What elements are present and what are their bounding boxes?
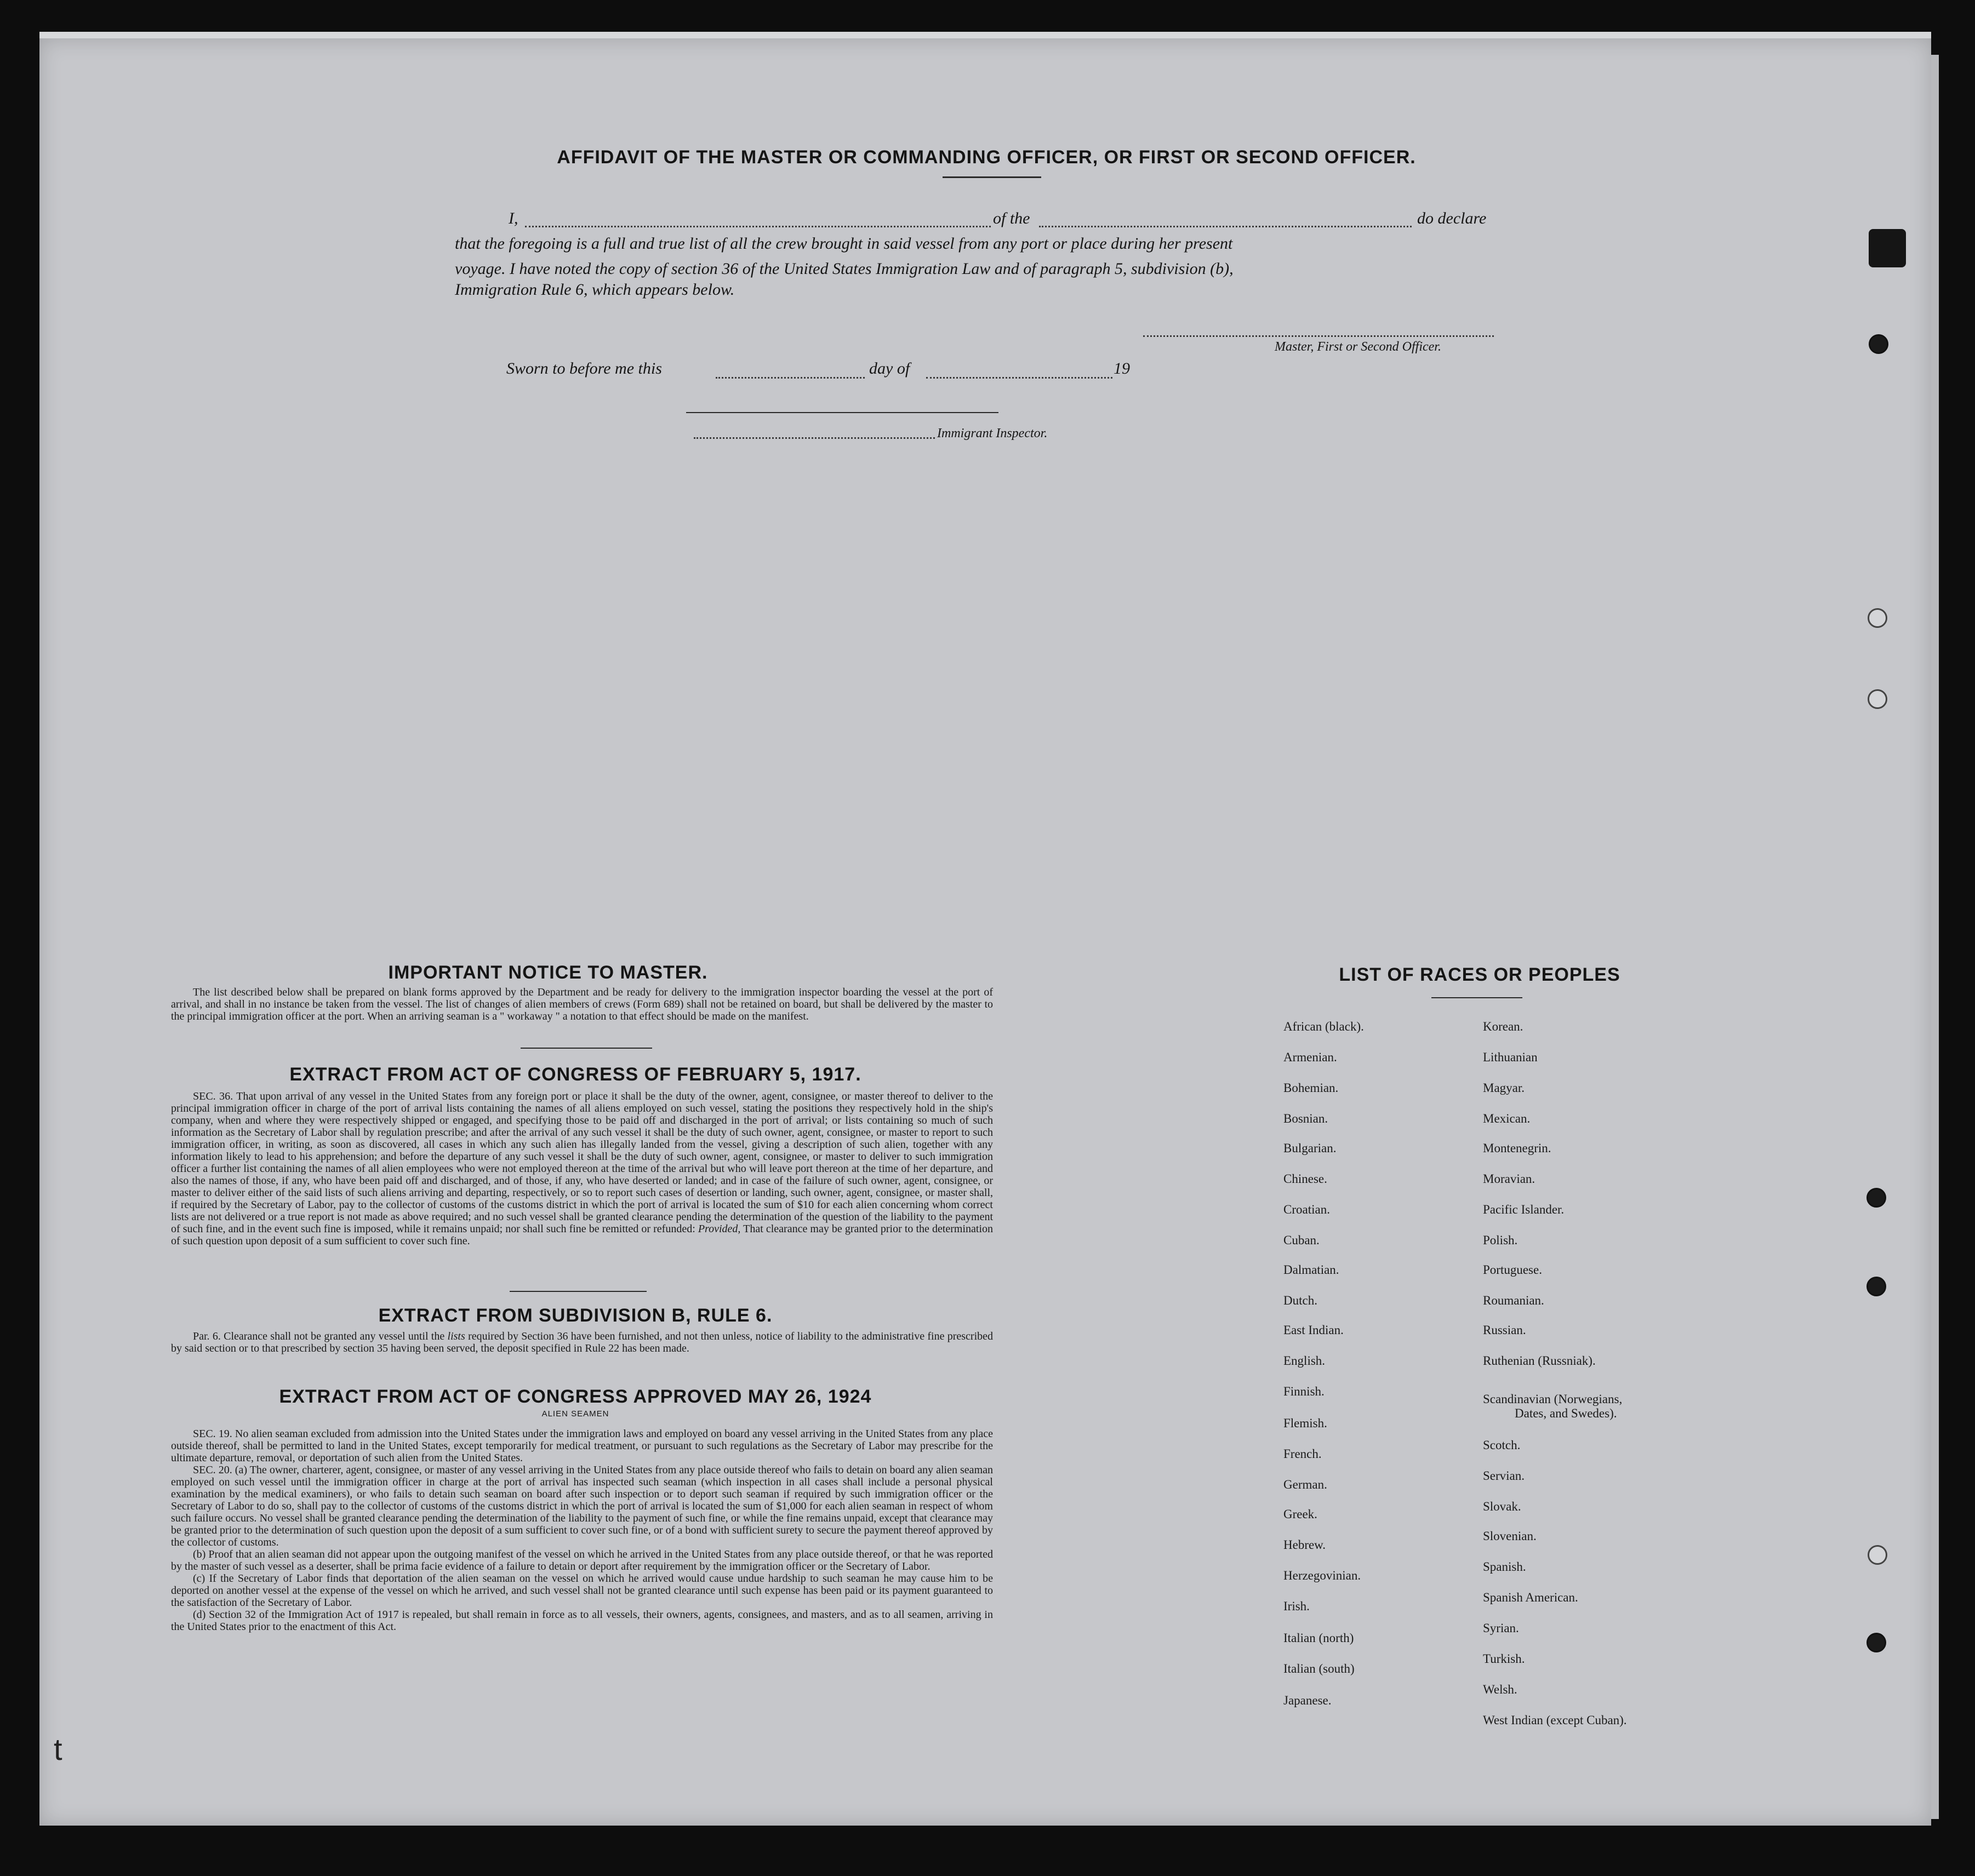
- extract-rule6-text-a: Par. 6. Clearance shall not be granted any vessel until the: [193, 1330, 445, 1342]
- race-left-item: Chinese.: [1283, 1172, 1327, 1186]
- binder-hole: [1868, 1545, 1887, 1565]
- race-left-item: Finnish.: [1283, 1385, 1325, 1398]
- race-left-item: Cuban.: [1283, 1233, 1320, 1247]
- extract-1924-sec19: SEC. 19. No alien seaman excluded from admission into the United States under the immigration laws and employed on board any vessel arriving in the United States from any place outside thereof, shall be permitted to land in the United States, except temporarily for medical treatment, or pursuant to such regulations as the Secretary of Labor may prescribe for the ultimate departure, removal, or deportation of such alien from the United States.: [171, 1428, 993, 1464]
- declaration-line-2: that the foregoing is a full and true list of all the crew brought in said vessel from any port or place during her present: [455, 234, 1233, 253]
- race-left-item: Hebrew.: [1283, 1538, 1326, 1552]
- race-left-item: Japanese.: [1283, 1694, 1332, 1707]
- extract-1924-body: [171, 1428, 993, 1633]
- race-right-item: Dates, and Swedes).: [1515, 1406, 1617, 1420]
- extract-1924-subtitle: ALIEN SEAMEN: [541, 1409, 609, 1419]
- declaration-of-the: of the: [993, 209, 1030, 227]
- sworn-year: 19: [1114, 359, 1130, 378]
- declaration-line-3: voyage. I have noted the copy of section 36 of the United States Immigration Law and of paragraph 5, subdivision (b),: [455, 260, 1234, 278]
- race-right-item: Polish.: [1483, 1233, 1518, 1247]
- extract-1924-sec20d: (d) Section 32 of the Immigration Act of 1917 is repealed, but shall remain in force as to all vessels, their owners, agents, consignees, and masters, and as to all seamen, arriving in the United States prior to the enactment of this Act.: [171, 1609, 993, 1633]
- race-right-item: Lithuanian: [1483, 1050, 1538, 1064]
- notice-body: The list described below shall be prepared on blank forms approved by the Department and be ready for delivery to the immigration inspector boarding the vessel at the port of arrival, and shall in no instance be taken from the vessel. The list of changes of alien members of crews (Form 689) shall not be retained on board, but shall be delivered by the master to the principal immigration officer at the port. When an arriving seaman is a " workaway " a notation to that effect should be made on the manifest.: [171, 986, 993, 1022]
- race-right-item: Ruthenian (Russniak).: [1483, 1354, 1596, 1368]
- race-right-item: Servian.: [1483, 1469, 1525, 1483]
- race-right-item: Montenegrin.: [1483, 1141, 1551, 1155]
- race-right-item: Turkish.: [1483, 1652, 1525, 1666]
- officer-signature-caption: Master, First or Second Officer.: [1275, 340, 1441, 354]
- binder-hole: [1868, 689, 1887, 709]
- extract-1924-sec20b: (b) Proof that an alien seaman did not appear upon the outgoing manifest of the vessel on which he arrived in the United States from any place outside thereof, or that he was reported by the master of such vessel as a deserter, shall be prima facie evidence of a failure to detain or deport after requirement by the immigration officer or the Secretary of Labor.: [171, 1548, 993, 1572]
- race-left-item: Flemish.: [1283, 1416, 1327, 1430]
- extract-rule6-lists-word: lists: [447, 1330, 465, 1342]
- binder-clip: [1869, 229, 1906, 267]
- extract-rule6-title: EXTRACT FROM SUBDIVISION B, RULE 6.: [378, 1305, 773, 1326]
- race-right-item: Welsh.: [1483, 1683, 1517, 1696]
- race-left-item: Greek.: [1283, 1507, 1317, 1521]
- races-title: LIST OF RACES OR PEOPLES: [1339, 964, 1620, 985]
- race-right-item: Moravian.: [1483, 1172, 1536, 1186]
- declaration-line-4: Immigration Rule 6, which appears below.: [455, 281, 735, 299]
- extract-1917-proviso-word: Provided,: [698, 1223, 741, 1235]
- race-left-item: Italian (south): [1283, 1662, 1355, 1675]
- extract-1917-title: EXTRACT FROM ACT OF CONGRESS OF FEBRUARY 5, 1917.: [289, 1064, 861, 1085]
- race-right-item: West Indian (except Cuban).: [1483, 1713, 1627, 1727]
- race-left-item: Irish.: [1283, 1599, 1310, 1613]
- race-right-item: Spanish American.: [1483, 1591, 1578, 1604]
- race-right-item: Magyar.: [1483, 1081, 1525, 1095]
- race-right-item: Mexican.: [1483, 1112, 1531, 1125]
- race-left-item: Dalmatian.: [1283, 1263, 1339, 1277]
- race-right-item: Portuguese.: [1483, 1263, 1542, 1277]
- race-left-item: French.: [1283, 1447, 1322, 1461]
- race-left-item: Bohemian.: [1283, 1081, 1339, 1095]
- extract-1924-sec20a: SEC. 20. (a) The owner, charterer, agent, consignee, or master of any vessel arriving in the United States from any place outside thereof who fails to detain on board any alien seaman employed on such vessel until the immigration officer in charge at the port of arrival has inspected such seaman (which inspection in all cases shall include a personal physical examination by the medical examiners), or who fails to detain such seaman on board after such inspection or to deport such seaman if required by such immigration officer or the Secretary of Labor to do so, shall pay to the collector of customs of the customs district in which the port of arrival is located the sum of $1,000 for each alien seaman in respect of whom such failure occurs. No vessel shall be granted clearance pending the determination of the liability to the payment of such fine, or while the fine remains unpaid, except that clearance may be granted prior to the determination of such question upon the deposit of a sum sufficient to cover such fine, or of a bond with sufficient surety to secure the payment thereof approved by the collector of customs.: [171, 1464, 993, 1548]
- declaration-do-declare: do declare: [1417, 209, 1487, 227]
- race-left-item: Bulgarian.: [1283, 1141, 1337, 1155]
- extract-rule6-text-b: required by Section 36 have been furnished, and not then unless, notice of liability to the administrative fine prescribed by said section or to that prescribed by section 35 having been served, the deposit specified in Rule 22 has been made.: [171, 1330, 994, 1354]
- race-left-item: Bosnian.: [1283, 1112, 1328, 1125]
- race-left-item: East Indian.: [1283, 1323, 1344, 1337]
- margin-handwritten-mark: t: [54, 1732, 62, 1766]
- race-right-item: Russian.: [1483, 1323, 1526, 1337]
- sworn-prefix: Sworn to before me this: [506, 359, 662, 378]
- sworn-day: day of: [869, 359, 910, 378]
- race-right-item: Roumanian.: [1483, 1294, 1544, 1307]
- notice-title: IMPORTANT NOTICE TO MASTER.: [388, 962, 708, 983]
- binder-hole: [1866, 1633, 1886, 1652]
- binder-hole: [1866, 1277, 1886, 1296]
- race-right-item: Scotch.: [1483, 1438, 1521, 1452]
- race-left-item: German.: [1283, 1478, 1327, 1491]
- binder-hole: [1866, 1188, 1886, 1208]
- race-left-item: African (black).: [1283, 1020, 1364, 1033]
- race-right-item: Slovak.: [1483, 1500, 1521, 1513]
- race-right-item: Pacific Islander.: [1483, 1203, 1565, 1216]
- race-right-item: Slovenian.: [1483, 1529, 1537, 1543]
- race-right-item: Syrian.: [1483, 1621, 1519, 1635]
- race-left-item: English.: [1283, 1354, 1326, 1368]
- race-left-item: Armenian.: [1283, 1050, 1337, 1064]
- race-left-item: Italian (north): [1283, 1631, 1354, 1645]
- race-right-item: Scandinavian (Norwegians,: [1483, 1392, 1623, 1406]
- extract-1917-text: SEC. 36. That upon arrival of any vessel in the United States from any foreign port or place it shall be the duty of the owner, agent, consignee, or master thereof to deliver to the principal immigration officer in charge of the port of arrival lists containing the names of all aliens employed on such vessel, stating the positions they respectively hold in the ship's company, when and where they were respectively shipped or engaged, and specifying those to be paid off and discharged in the port of arrival; or lists containing so much of such information as the Secretary of Labor shall by regulation prescribe; and after the arrival of any such vessel it shall be the duty of such owner, agent, consignee, or master to report to such immigration officer, in writing, as soon as discovered, all cases in which any such alien has illegally landed from the vessel, giving a description of such alien, together with any information likely to lead to his apprehension; and before the departure of any such vessel it shall be the duty of such owner, agent, consignee, or master to deliver to such immigration officer a further list containing the names of all alien employees who were not employed thereon at the time of the arrival but who will leave port thereon at the time of her departure, and also the names of those, if any, who have been paid off and discharged, and of those, if any, who have deserted or landed; and in case of the failure of such owner, agent, consignee, or master to deliver either of the said lists of such aliens arriving and departing, respectively, or so to report such cases of desertion or landing, such owner, agent, consignee, or master shall, if required by the Secretary of Labor, pay to the collector of customs of the customs district in which the port of arrival is located the sum of $10 for each alien concerning whom correct lists are not delivered or a true report is not made as above required; and no such vessel shall be granted clearance pending the determination of the question of the liability to the payment of such fine, and in the event such fine is imposed, while it remains unpaid; nor shall such fine be remitted or refunded:: [171, 1090, 993, 1235]
- race-left-item: Dutch.: [1283, 1294, 1317, 1307]
- race-left-item: Croatian.: [1283, 1203, 1330, 1216]
- declaration-i: I,: [509, 209, 518, 227]
- race-right-item: Korean.: [1483, 1020, 1523, 1033]
- binder-hole: [1869, 334, 1888, 354]
- extract-rule6-body: [171, 1330, 993, 1354]
- binder-hole: [1868, 608, 1887, 628]
- extract-1917-proviso-text: That clearance may be granted prior to the determination of such question upon deposit of a sum sufficient to cover such fine.: [171, 1223, 994, 1247]
- race-right-item: Spanish.: [1483, 1560, 1526, 1574]
- inspector-caption: Immigrant Inspector.: [937, 426, 1048, 441]
- extract-1924-sec20c: (c) If the Secretary of Labor finds that deportation of the alien seaman on the vessel on which he arrived would cause undue hardship to such seaman he may cause him to be deported on another vessel at the expense of the vessel on which he arrived, and such vessel shall not be granted clearance until such expense has been paid or its payment guaranteed to the satisfaction of the Secretary of Labor.: [171, 1572, 993, 1609]
- race-left-item: Herzegovinian.: [1283, 1569, 1361, 1582]
- extract-1917-body: [171, 1090, 993, 1247]
- extract-1924-title: EXTRACT FROM ACT OF CONGRESS APPROVED MAY 26, 1924: [279, 1386, 872, 1407]
- affidavit-title: AFFIDAVIT OF THE MASTER OR COMMANDING OFFICER, OR FIRST OR SECOND OFFICER.: [557, 147, 1416, 168]
